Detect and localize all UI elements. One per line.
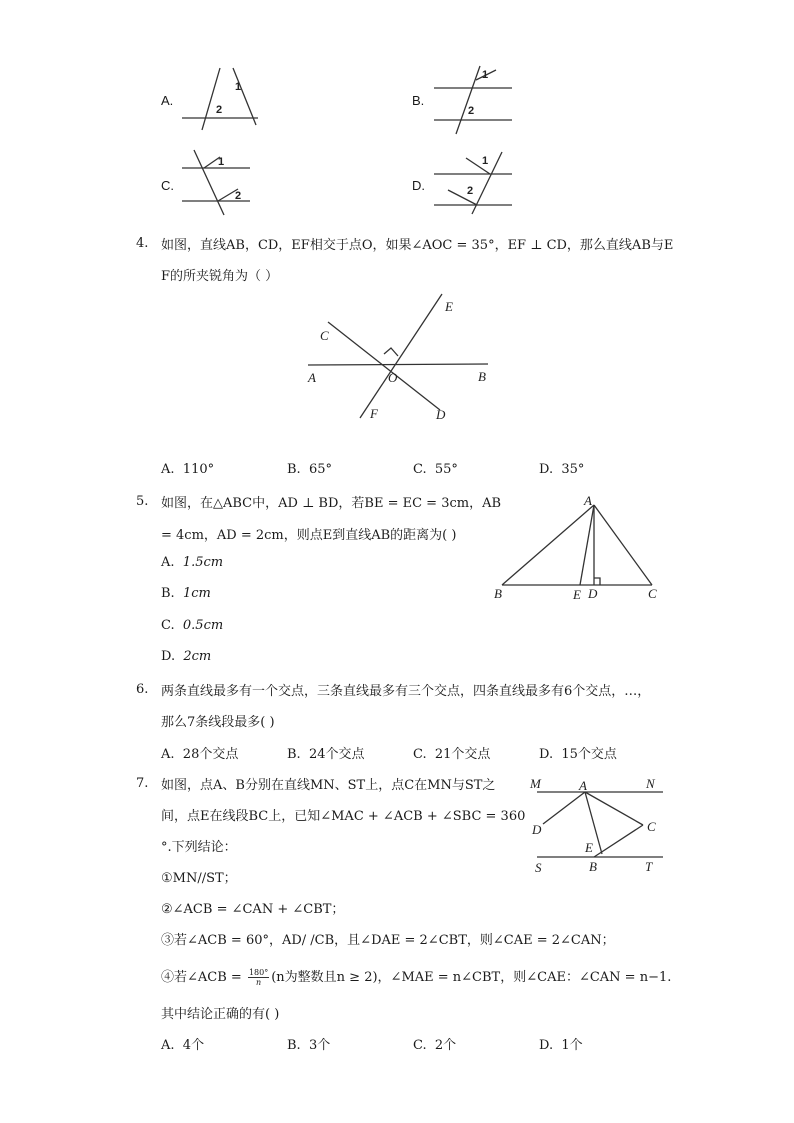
q6-choice-b — [287, 743, 365, 762]
q6-choice-b-letter: B. — [287, 747, 301, 762]
q5-choice-c — [161, 618, 223, 633]
q4-stem-line2: F的所夹锐角为（ ） — [161, 269, 279, 284]
q5-label-c: C — [648, 586, 657, 601]
q6-choice-c-text: 21个交点 — [434, 747, 491, 762]
q7-label-m: M — [530, 776, 541, 791]
q4-label-a: A — [308, 370, 316, 385]
q3c-angle1: 1 — [218, 156, 225, 168]
q5-label-b: B — [494, 586, 502, 601]
q3b-angle2: 2 — [468, 105, 475, 117]
q5-choice-a — [161, 555, 223, 570]
q7-label-n: N — [646, 776, 655, 791]
q4-choice-d-text: 35° — [561, 462, 585, 477]
q6-choice-c-letter: C. — [413, 747, 427, 762]
q7-label-t: T — [645, 859, 653, 874]
q7-statement-3: ③若∠ACB = 60°，AD/ /CB，且∠DAE = 2∠CBT，则∠CAE = 2∠CAN； — [161, 933, 615, 948]
q3-option-b-label: B. — [412, 93, 425, 108]
q3b-angle1: 1 — [482, 69, 489, 81]
q6-stem-line2: 那么7条线段最多( ) — [161, 715, 275, 730]
q5-choice-d-letter: D. — [161, 649, 176, 664]
q4-choice-a-letter: A. — [161, 462, 175, 477]
q5-label-a: A — [584, 493, 592, 508]
q7-s4-part2: (n为整数且n ≥ 2)，∠MAE = n∠CBT，则∠CAE：∠CAN = n−1. — [271, 970, 672, 985]
q7-statement-4 — [161, 966, 671, 987]
q4-choice-c-letter: C. — [413, 462, 427, 477]
q6-choice-d-text: 15个交点 — [561, 747, 617, 762]
q3-figure-c — [180, 145, 270, 220]
q5-choice-a-text: 1.5cm — [182, 555, 224, 570]
q4-choice-a-text: 110° — [182, 462, 215, 477]
q7-choice-c-letter: C. — [413, 1038, 427, 1053]
q6-choice-a — [161, 743, 238, 762]
q3-option-a-label: A. — [161, 93, 174, 108]
q5-number: 5. — [136, 494, 149, 509]
q7-choice-c — [413, 1034, 456, 1053]
q7-label-b: B — [589, 859, 597, 874]
q3a-angle1: 1 — [235, 81, 242, 93]
q4-choice-b-text: 65° — [308, 462, 332, 477]
q7-stem-line3: °.下列结论： — [161, 840, 237, 855]
q6-choice-a-letter: A. — [161, 747, 175, 762]
q6-choice-d-letter: D. — [539, 747, 554, 762]
q3-figure-b — [432, 62, 522, 137]
q5-label-d: D — [588, 586, 598, 601]
q5-choice-c-letter: C. — [161, 618, 175, 633]
q7-choice-c-text: 2个 — [434, 1038, 457, 1053]
q7-choice-a-text: 4个 — [182, 1038, 205, 1053]
q7-choice-d-letter: D. — [539, 1038, 554, 1053]
q7-choice-b — [287, 1034, 330, 1053]
q6-choice-c — [413, 743, 490, 762]
q7-label-a: A — [579, 778, 587, 793]
q5-choice-a-letter: A. — [161, 555, 175, 570]
q3d-angle2: 2 — [467, 185, 474, 197]
q7-stem-line2: 间，点E在线段BC上，已知∠MAC + ∠ACB + ∠SBC = 360 — [161, 809, 526, 824]
q4-label-c: C — [320, 328, 329, 343]
q7-s4-fraction — [248, 968, 269, 987]
q7-s4-numerator: 180° — [248, 968, 269, 977]
q7-label-e: E — [585, 840, 593, 855]
q4-stem-line1: 如图，直线AB，CD，EF相交于点O，如果∠AOC = 35°，EF ⊥ CD，那么直线AB与E — [161, 238, 674, 253]
q3d-angle1: 1 — [482, 155, 489, 167]
q4-choice-b — [287, 462, 332, 477]
q7-s4-part1: ④若∠ACB = — [161, 970, 246, 985]
q7-statement-1: ①MN//ST； — [161, 871, 237, 886]
q4-label-o: O — [388, 370, 398, 385]
q4-number: 4. — [136, 236, 149, 251]
q5-choice-b — [161, 586, 211, 601]
q3c-angle2: 2 — [235, 190, 242, 202]
q6-choice-d — [539, 743, 617, 762]
q5-choice-d-text: 2cm — [183, 649, 212, 664]
q3-option-c-label: C. — [161, 178, 174, 193]
q5-stem-line2: = 4cm，AD = 2cm，则点E到直线AB的距离为( ) — [161, 528, 457, 543]
q4-choice-c-text: 55° — [434, 462, 458, 477]
q7-question: 其中结论正确的有( ) — [161, 1007, 280, 1022]
q4-label-e: E — [445, 299, 453, 314]
q3a-angle2: 2 — [216, 104, 223, 116]
q4-figure — [300, 290, 500, 420]
q7-number: 7. — [136, 776, 149, 791]
q7-choice-d-text: 1个 — [561, 1038, 583, 1053]
q7-figure — [525, 774, 675, 874]
q3-figure-a — [180, 60, 270, 135]
q5-choice-b-text: 1cm — [182, 586, 211, 601]
q6-choice-b-text: 24个交点 — [308, 747, 365, 762]
q6-stem-line1: 两条直线最多有一个交点，三条直线最多有三个交点，四条直线最多有6个交点，…， — [161, 684, 651, 699]
q7-stem-line1: 如图，点A、B分别在直线MN、ST上，点C在MN与ST之 — [161, 778, 496, 793]
q7-choice-a-letter: A. — [161, 1038, 175, 1053]
q7-choice-d — [539, 1034, 583, 1053]
q5-choice-b-letter: B. — [161, 586, 175, 601]
q5-figure — [490, 493, 670, 608]
q4-choice-b-letter: B. — [287, 462, 301, 477]
q5-label-e: E — [573, 587, 581, 602]
q7-choice-b-text: 3个 — [308, 1038, 331, 1053]
q5-stem-line1: 如图，在△ABC中，AD ⊥ BD，若BE = EC = 3cm，AB — [161, 496, 502, 511]
q7-statement-2: ②∠ACB = ∠CAN + ∠CBT； — [161, 902, 345, 917]
q7-label-s: S — [535, 860, 542, 875]
q6-choice-a-text: 28个交点 — [182, 747, 239, 762]
q4-choice-c — [413, 462, 458, 477]
q3-figure-d — [432, 148, 522, 223]
q6-number: 6. — [136, 682, 149, 697]
q7-choice-b-letter: B. — [287, 1038, 301, 1053]
q4-label-d: D — [436, 407, 446, 422]
q4-label-b: B — [478, 369, 486, 384]
q5-choice-c-text: 0.5cm — [182, 618, 224, 633]
q7-label-d: D — [532, 822, 542, 837]
q4-label-f: F — [370, 406, 378, 421]
q4-choice-a — [161, 462, 214, 477]
q7-s4-denominator: n — [256, 978, 262, 987]
q7-label-c: C — [647, 819, 656, 834]
q5-choice-d — [161, 649, 211, 664]
q7-choice-a — [161, 1034, 204, 1053]
q3-option-d-label: D. — [412, 178, 425, 193]
q4-choice-d — [539, 462, 584, 477]
q4-choice-d-letter: D. — [539, 462, 554, 477]
